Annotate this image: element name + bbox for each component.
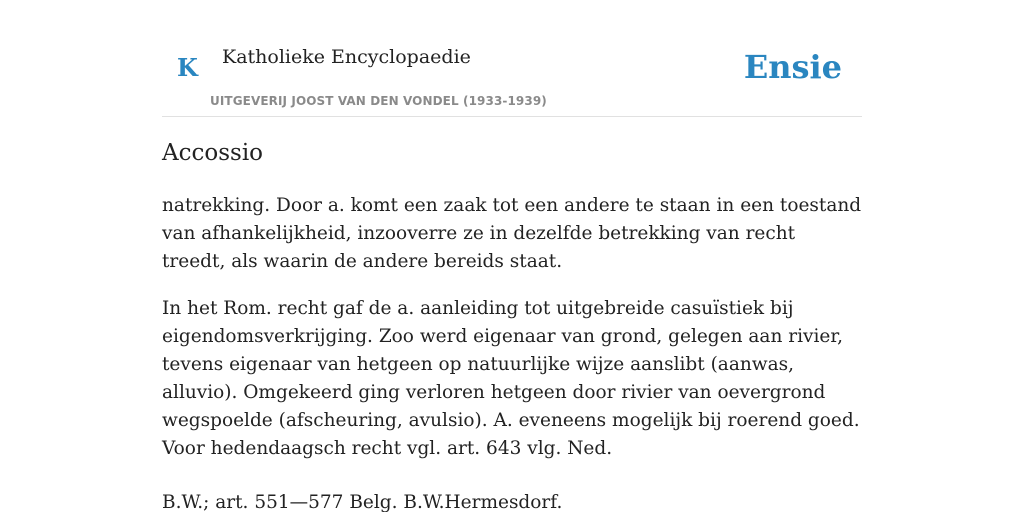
site-logo-icon[interactable]: K	[177, 53, 198, 82]
article-paragraph-1: natrekking. Door a. komt een zaak tot een andere te staan in een toestand van afhankelijkheid, inzooverre ze in dezelfde betrekking van recht treedt, als waarin de andere bereids staat.	[162, 195, 862, 272]
page	[162, 0, 862, 512]
brand-logo[interactable]: Ensie	[743, 48, 842, 86]
publisher-label: UITGEVERIJ JOOST VAN DEN VONDEL (1933-1939)	[210, 94, 547, 108]
site-title[interactable]: Katholieke Encyclopaedie	[222, 46, 471, 68]
article-paragraph-2: In het Rom. recht gaf de a. aanleiding tot uitgebreide casuïstiek bij eigendomsverkrijging. Zoo werd eigenaar van grond, gelegen aan rivier, tevens eigenaar van hetgeen op natuurlijke wijze aanslibt (aanwas, alluvio). Omgekeerd ging verloren hetgeen door rivier van oevergrond wegspoelde (afscheuring, avulsio). A. eveneens mogelijk bij roerend goed. Voor hedendaagsch recht vgl. art. 643 vlg. Ned.	[162, 298, 860, 459]
site-header	[162, 0, 862, 117]
article-title: Accossio	[162, 140, 264, 166]
article-paragraph-3: B.W.; art. 551—577 Belg. B.W.Hermesdorf.	[162, 492, 563, 512]
